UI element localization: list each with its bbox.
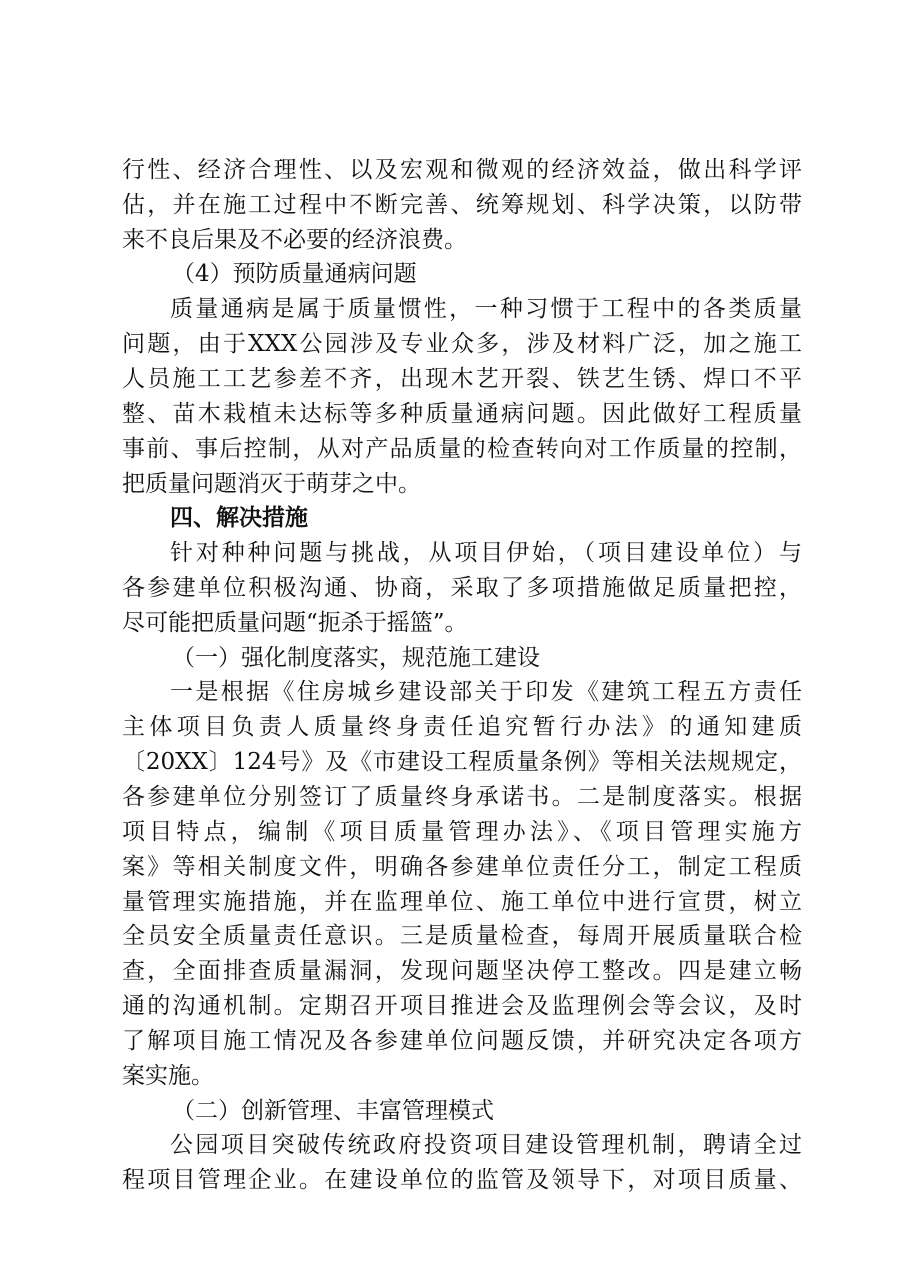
body-text-line: 把质量问题消灭于萌芽之中。 xyxy=(122,471,421,497)
subheading: （4）预防质量通病问题 xyxy=(172,261,417,287)
body-text-line: 问题，由于XXX公园涉及专业众多，涉及材料广泛，加之施工 xyxy=(122,331,802,357)
body-text-line: 案》等相关制度文件，明确各参建单位责任分工，制定工程质 xyxy=(122,854,802,880)
body-text-line: 整、苗木栽植未达标等多种质量通病问题。因此做好工程质量 xyxy=(122,401,802,427)
body-text-line: 人员施工工艺参差不齐，出现木艺开裂、铁艺生锈、焊口不平 xyxy=(122,366,802,392)
body-text-line: 质量通病是属于质量惯性，一种习惯于工程中的各类质量 xyxy=(170,296,802,322)
body-text-line: 行性、经济合理性、以及宏观和微观的经济效益，做出科学评 xyxy=(122,157,802,183)
body-text-line: 项目特点，编制《项目质量管理办法》、《项目管理实施方 xyxy=(122,819,802,845)
body-text-line: 案实施。 xyxy=(122,1063,214,1089)
body-text-line: 全员安全质量责任意识。三是质量检查，每周开展质量联合检 xyxy=(122,923,802,949)
body-text-line: 〔20XX〕124号》及《市建设工程质量条例》等相关法规规定， xyxy=(122,749,802,775)
body-text-line: 主体项目负责人质量终身责任追究暂行办法》的通知建质 xyxy=(122,714,802,740)
body-text-line: 一是根据《住房城乡建设部关于印发《建筑工程五方责任 xyxy=(170,679,802,705)
body-text-line: 了解项目施工情况及各参建单位问题反馈，并研究决定各项方 xyxy=(122,1028,802,1054)
body-text-line: 程项目管理企业。在建设单位的监管及领导下，对项目质量、 xyxy=(122,1167,802,1193)
body-text-line: 通的沟通机制。定期召开项目推进会及监理例会等会议，及时 xyxy=(122,993,802,1019)
subheading: （一）强化制度落实，规范施工建设 xyxy=(172,645,540,671)
body-text-line: 事前、事后控制，从对产品质量的检查转向对工作质量的控制， xyxy=(122,436,802,462)
subheading: （二）创新管理、丰富管理模式 xyxy=(172,1098,494,1124)
body-text-line: 尽可能把质量问题“扼杀于摇篮”。 xyxy=(122,610,468,636)
section-heading: 四、解决措施 xyxy=(170,504,308,531)
body-text-line: 针对种种问题与挑战，从项目伊始，（项目建设单位）与 xyxy=(170,540,802,566)
body-text-line: 量管理实施措施，并在监理单位、施工单位中进行宣贯，树立 xyxy=(122,889,802,915)
body-text-line: 公园项目突破传统政府投资项目建设管理机制，聘请全过 xyxy=(170,1132,802,1158)
body-text-line: 估，并在施工过程中不断完善、统筹规划、科学决策，以防带 xyxy=(122,192,802,218)
body-text-line: 各参建单位积极沟通、协商，采取了多项措施做足质量把控， xyxy=(122,575,802,601)
body-text-line: 来不良后果及不必要的经济浪费。 xyxy=(122,227,467,253)
body-text-line: 查，全面排查质量漏洞，发现问题坚决停工整改。四是建立畅 xyxy=(122,958,802,984)
body-text-line: 各参建单位分别签订了质量终身承诺书。二是制度落实。根据 xyxy=(122,784,802,810)
